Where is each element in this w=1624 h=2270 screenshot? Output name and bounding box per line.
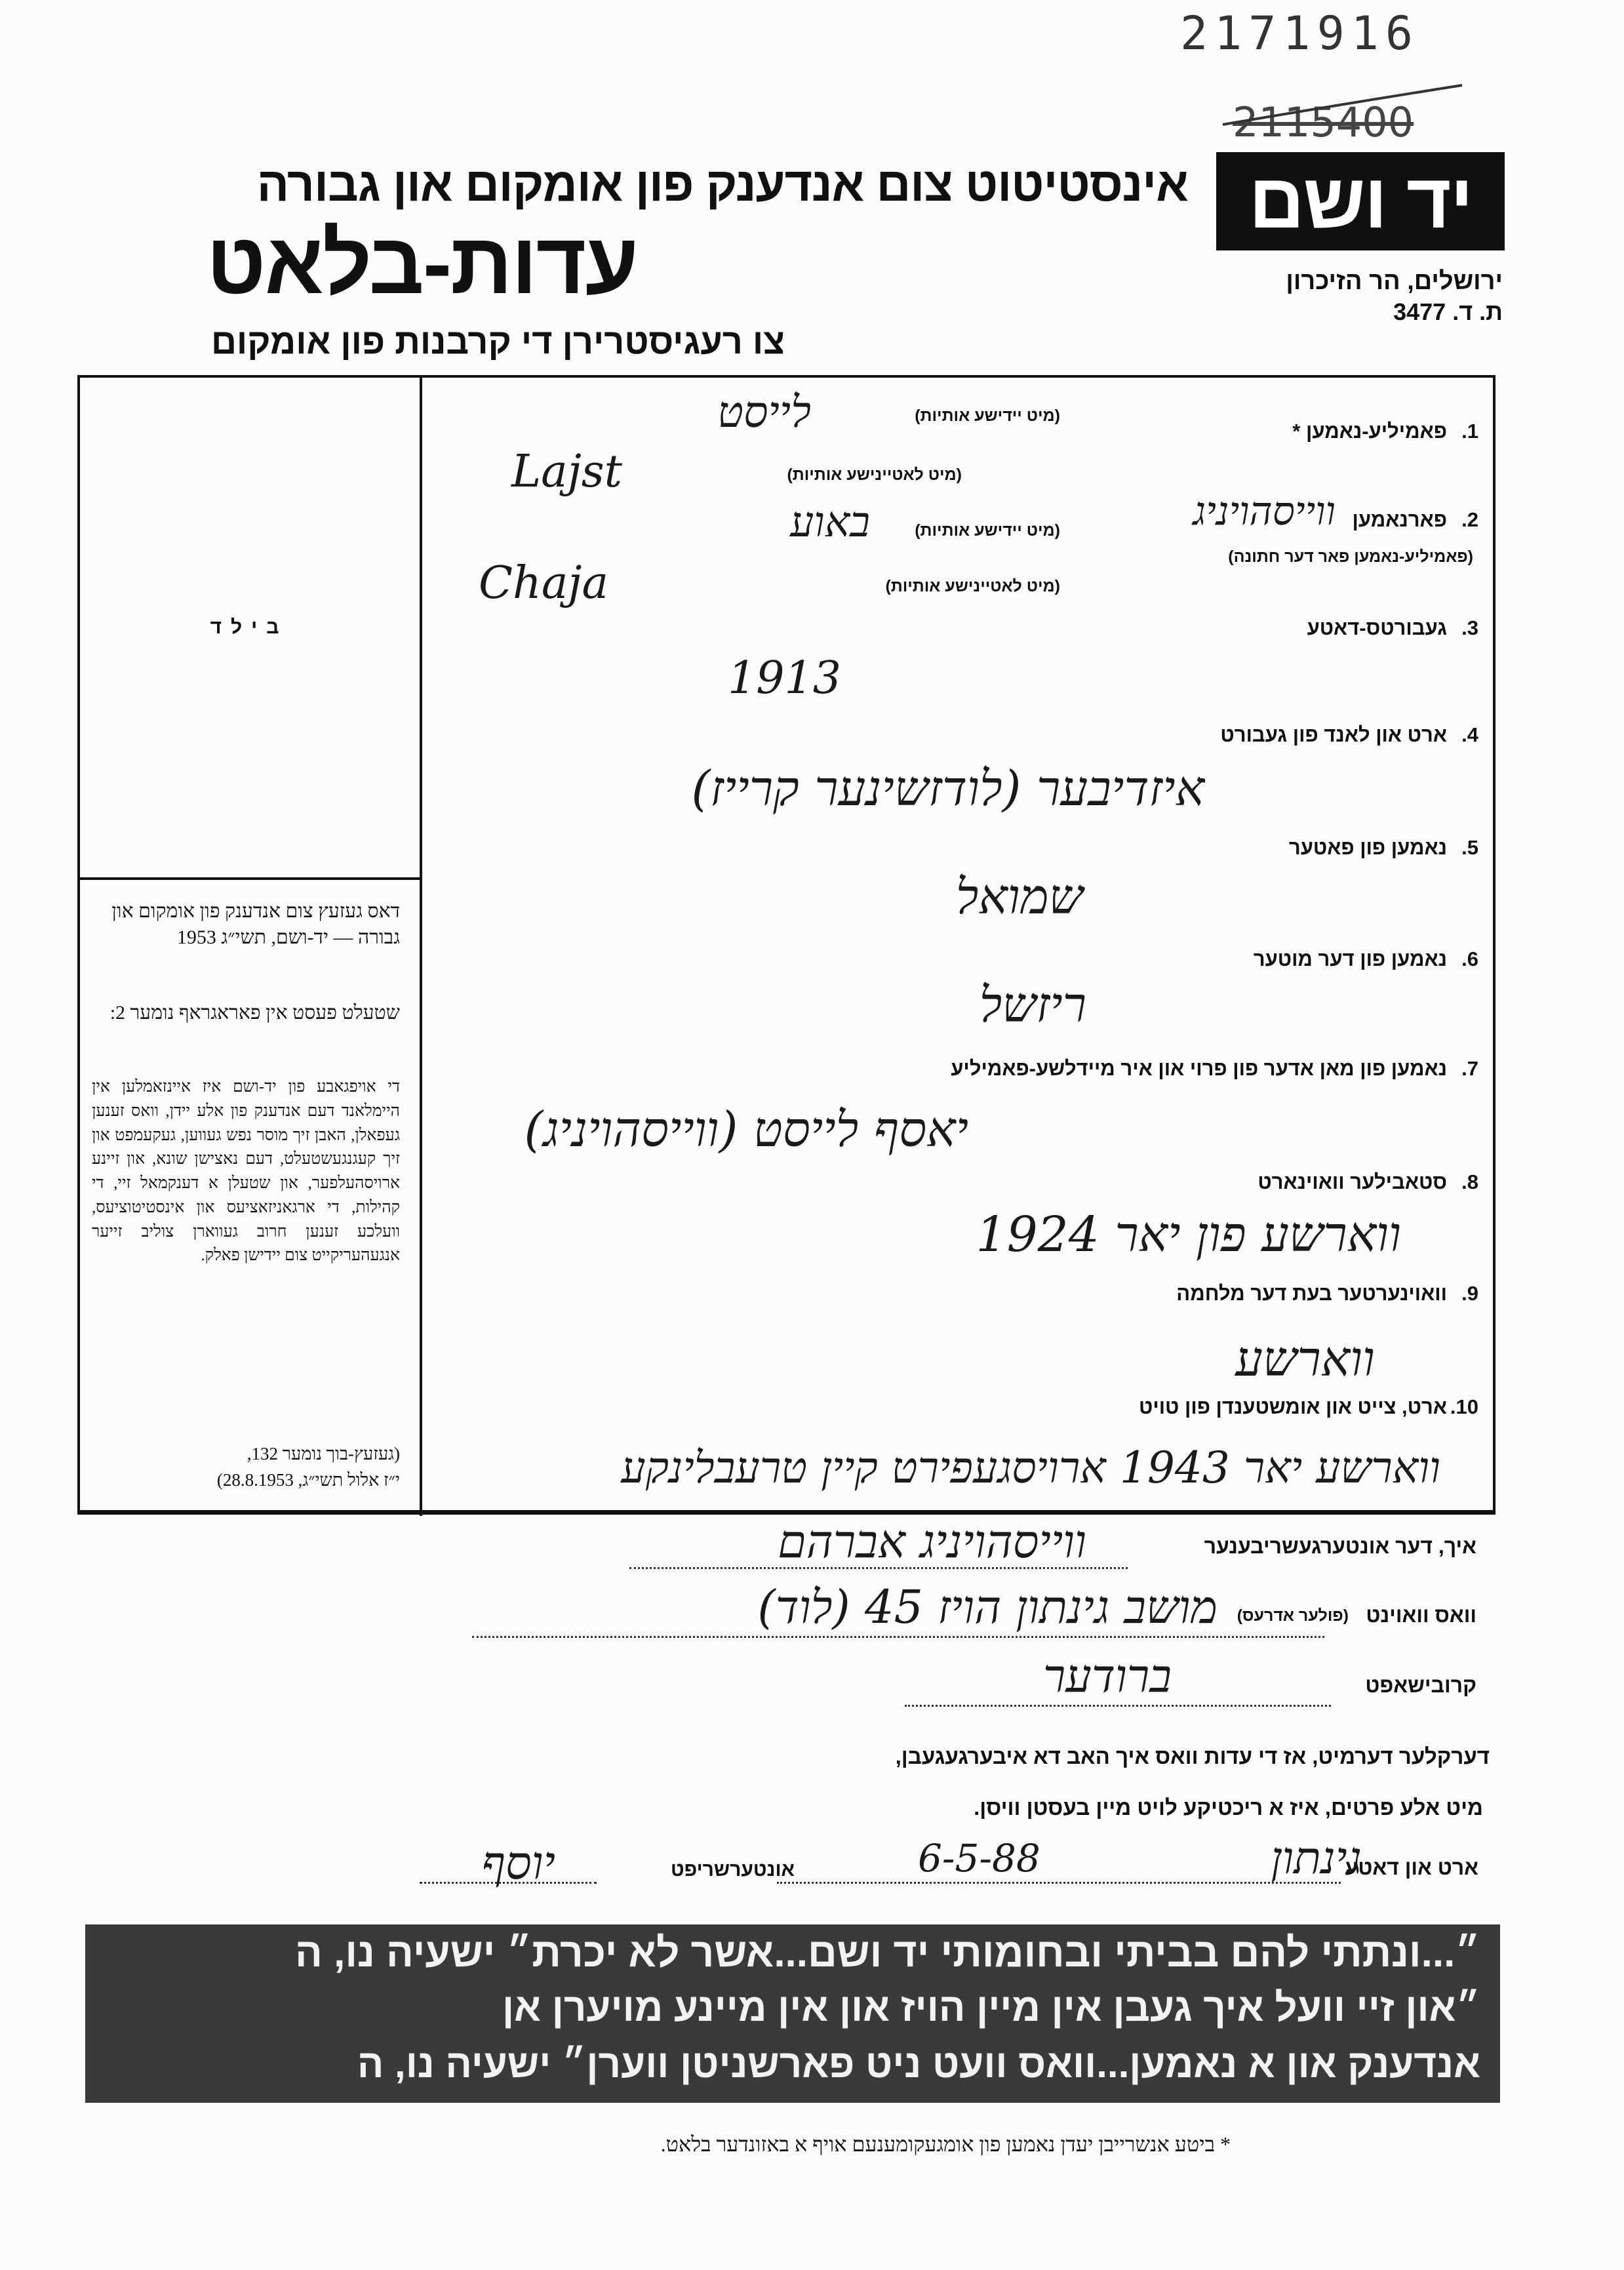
archive-number-struck: 2115400: [1233, 98, 1414, 146]
signer-name-label: איך, דער אונטערגעשריבענער: [1204, 1534, 1476, 1558]
field-6-number: 6.: [1461, 947, 1478, 970]
field-9-number: 9.: [1461, 1282, 1478, 1305]
field-5-label: נאמען פון פאטער: [1288, 836, 1447, 859]
yad-vashem-logo: [1216, 152, 1505, 250]
field-1-yiddish-note: (מיט יידישע אותיות): [915, 407, 1060, 425]
field-6-value[interactable]: ריזשל: [979, 977, 1086, 1033]
banner-line3: אנדענק און א נאמען...וואס וועט ניט פארשניטן ווערן״ ישעיה נו, ה: [357, 2042, 1480, 2086]
signer-address-label: וואס וואוינט: [1366, 1603, 1476, 1627]
relation-line: [905, 1705, 1331, 1707]
institute-name: אינסטיטוט צום אנדענק פון אומקום און גבורה: [256, 158, 1188, 211]
banner-line1: ״...ונתתי להם בביתי ובחומותי יד ושם...אשר לא יכרת״ ישעיה נו, ה: [295, 1930, 1480, 1976]
field-10-value[interactable]: ווארשע יאר 1943 ארויסגעפירט קיין טרעבלינקע: [621, 1443, 1440, 1493]
footnote: * ביטע אנשרייבן יעדן נאמען פון אומגעקומענעם אויף א באזונדער בלאט.: [660, 2132, 1231, 2156]
field-10-number: 10.: [1450, 1395, 1478, 1418]
field-9-value[interactable]: ווארשע: [1235, 1331, 1375, 1387]
archive-number: 2171916: [1180, 7, 1420, 60]
signer-address-note: (פולער אדרעס): [1237, 1606, 1349, 1625]
declaration-line1: דערקלער דערמיט, אז די עדות וואס איך האב דא איבערגעגעבן,: [895, 1744, 1490, 1768]
page-title: עדות-בלאט: [206, 215, 637, 311]
field-4-number: 4.: [1461, 723, 1478, 746]
field-7-number: 7.: [1461, 1057, 1478, 1080]
field-8-number: 8.: [1461, 1170, 1478, 1193]
field-2-label: פארנאמען: [1352, 508, 1447, 531]
relation-label: קרובישאפט: [1365, 1673, 1476, 1697]
signature-label: אונטערשריפט: [670, 1859, 795, 1881]
law-citation-line1: (געזעץ-בוך נומער 132,: [247, 1444, 400, 1464]
field-1-yiddish-value[interactable]: לייסט: [717, 387, 811, 437]
strike-stroke-icon: [1219, 79, 1469, 151]
signer-address-value[interactable]: מושב גינתון הויז 45 (לוד): [757, 1580, 1218, 1634]
field-3-label: געבורטס-דאטע: [1307, 616, 1447, 639]
field-4-label: ארט און לאנד פון געבורט: [1220, 723, 1447, 746]
field-2-yiddish-note: (מיט יידישע אותיות): [915, 521, 1060, 540]
logo-address-line1: ירושלים, הר הזיכרון: [1286, 268, 1503, 295]
law-citation-line2: י״ז אלול תשי״ג, 28.8.1953): [216, 1470, 400, 1490]
photo-label: בילד: [210, 616, 288, 638]
declaration-line2: מיט אלע פרטים, איז א ריכטיקע לויט מיין בעסטן וויסן.: [974, 1795, 1483, 1820]
signer-name-value[interactable]: ווייסהויניג אברהם: [778, 1515, 1086, 1568]
banner-line2: ״און זיי וועל איך געבן אין מיין הויז און אין מיינע מויערן אן: [502, 1985, 1480, 2029]
place-date-line: [777, 1882, 1341, 1884]
field-9-label: וואוינערטער בעת דער מלחמה: [1176, 1282, 1447, 1305]
law-paragraph: שטעלט פעסט אין פאראגראף נומער 2:: [109, 1002, 400, 1024]
field-2-latin-note: (מיט לאטיינישע אותיות): [885, 577, 1060, 595]
field-1-latin-note: (מיט לאטיינישע אותיות): [787, 466, 962, 484]
field-8-label: סטאבילער וואוינארט: [1258, 1170, 1447, 1193]
logo-text: יד ושם: [1248, 158, 1473, 245]
field-2-yiddish-value[interactable]: באוע: [790, 498, 870, 547]
field-2-label-value[interactable]: ווייסהויניג: [1193, 488, 1336, 534]
logo-address-line2: ת. ד. 3477: [1393, 298, 1503, 325]
field-3-value[interactable]: 1913: [728, 652, 842, 704]
field-8-value[interactable]: ווארשע פון יאר 1924: [976, 1206, 1401, 1263]
page-subtitle: צו רעגיסטרירן די קרבנות פון אומקום: [211, 322, 785, 361]
law-title: דאס געזעץ צום אנדענק פון אומקום און גבורה — יד-ושם, תשי״ג 1953: [111, 900, 400, 948]
field-5-value[interactable]: שמואל: [955, 869, 1083, 925]
field-10-label: ארט, צייט און אומשטענדן פון טויט: [1139, 1395, 1447, 1418]
signer-name-line: [629, 1567, 1128, 1569]
field-7-value[interactable]: יאסף לייסט (ווייסהויניג): [524, 1102, 968, 1158]
date-value[interactable]: 6-5-88: [918, 1836, 1040, 1881]
place-value[interactable]: גינתון: [1271, 1833, 1362, 1884]
scripture-banner: [85, 1924, 1500, 2103]
field-2-label-note: (פאמיליע-נאמען פאר דער חתונה): [1228, 548, 1473, 566]
place-date-label: ארט און דאטע: [1345, 1856, 1478, 1879]
relation-value[interactable]: ברודער: [1042, 1649, 1172, 1703]
field-4-value[interactable]: איזדיבער (לודזשינער קרייז): [691, 761, 1204, 817]
signature-line: [420, 1882, 597, 1884]
field-1-latin-value[interactable]: Lajst: [511, 446, 623, 498]
field-1-number: 1.: [1461, 420, 1478, 443]
field-2-number: 2.: [1461, 508, 1478, 531]
field-3-number: 3.: [1461, 616, 1478, 639]
field-1-label: פאמיליע-נאמען *: [1292, 420, 1447, 443]
field-6-label: נאמען פון דער מוטער: [1253, 947, 1447, 970]
field-2-latin-value[interactable]: Chaja: [479, 557, 608, 609]
signer-address-line: [472, 1636, 1324, 1638]
signature-value[interactable]: יוסף: [481, 1836, 555, 1890]
field-7-label: נאמען פון מאן אדער פון פרוי און איר מיידלשע-פאמיליע: [951, 1057, 1447, 1080]
law-body: די אויפגאבע פון יד-ושם איז איינזאמלען אין היימלאנד דעם אנדענק פון אלע יידן, וואס זענען געפאלן, האבן זיך מוסר נפש געווען, געקעמפט און זיך קעגנגעשטעלט, דעם נאצישן שונא, און זיינע ארויסהעלפער, און שטעלן א דענקמאל זיי, די קהילות, די ארגאניזאציעס און אינסטיטוציעס, וועלכע זענען חרוב געווארן צוליב זייער אנגעהעריקייט צום יידישן פאלק.: [92, 1078, 400, 1265]
field-5-number: 5.: [1461, 836, 1478, 859]
